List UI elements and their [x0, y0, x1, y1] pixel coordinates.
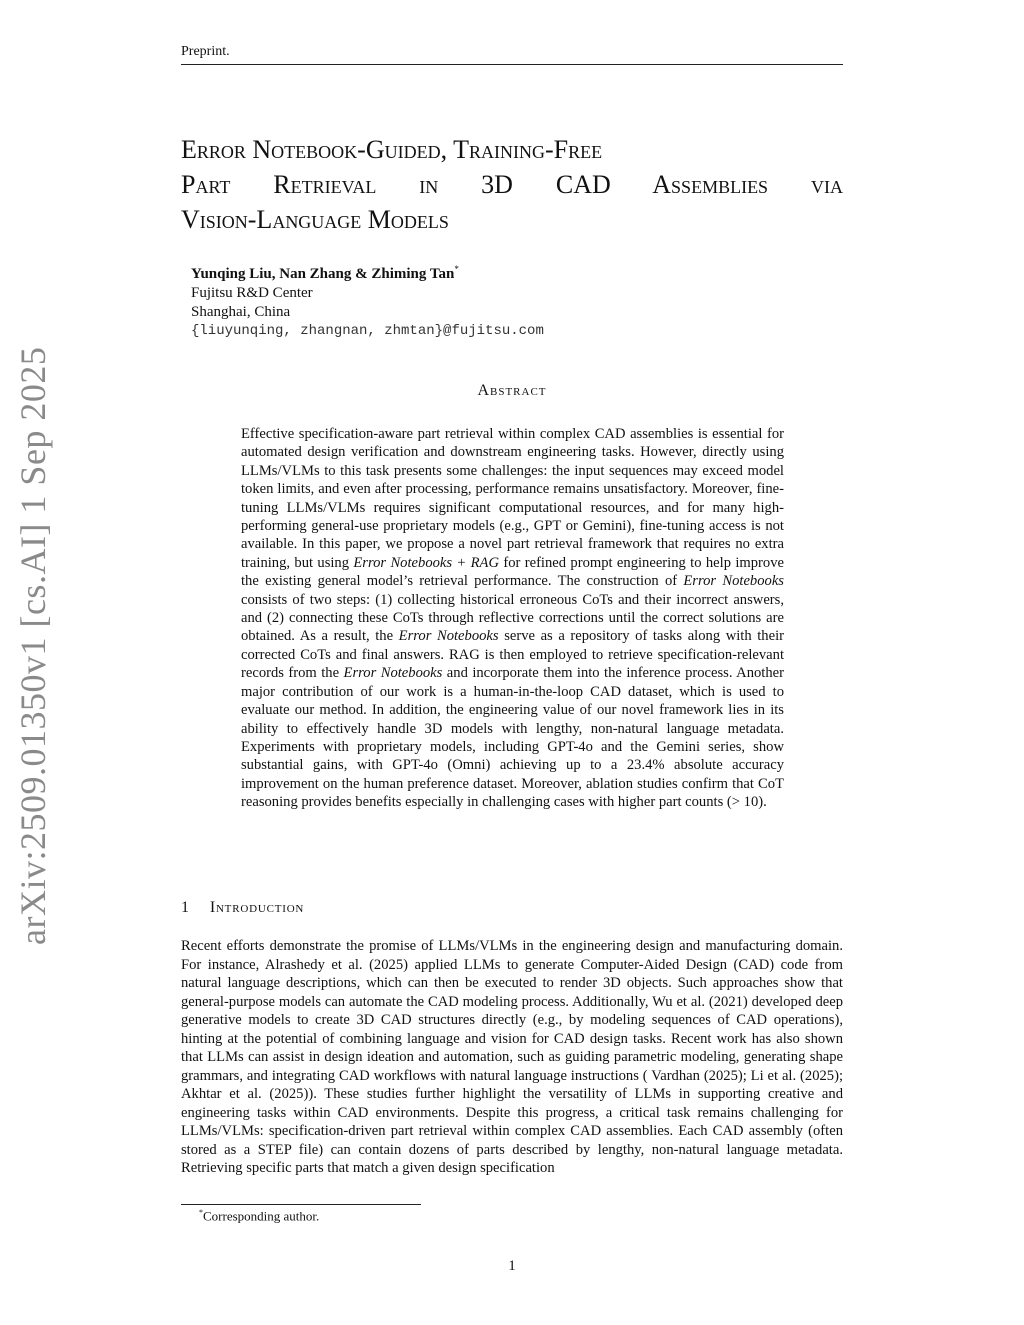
author-emails[interactable]: {liuyunqing, zhangnan, zhmtan}@fujitsu.com: [191, 323, 544, 339]
title-line-1: Error Notebook-Guided, Training-Free: [181, 135, 603, 164]
page-number: 1: [508, 1258, 516, 1274]
footnote-text: Corresponding author.: [203, 1208, 320, 1224]
title-line-3: Vision-Language Models: [181, 205, 449, 234]
abstract-emphasis: Error Notebooks: [398, 628, 499, 645]
running-header: Preprint.: [181, 44, 843, 65]
author-block: [191, 260, 544, 341]
author-names: Yunqing Liu, Nan Zhang & Zhiming Tan: [191, 266, 455, 282]
footnote-rule: [181, 1204, 421, 1205]
abstract-emphasis: Error Notebooks + RAG: [353, 554, 499, 571]
abstract-emphasis: Error Notebooks: [683, 573, 784, 590]
arxiv-stamp[interactable]: arXiv:2509.01350v1 [cs.AI] 1 Sep 2025: [13, 346, 53, 945]
abstract-text: Effective specification-aware part retrieval within complex CAD assemblies is essential for automated design verification and downstream engineering tasks. However, directly using LLMs/VLMs to this task presents some challenges: the input sequences may exceed model token limits, and even after processing, performance remains unsatisfactory. Moreover, fine-tuning LLMs/VLMs requires significant computational resources, and for many high-performing general-use proprietary models (e.g., GPT or Gemini), fine-tuning access is not available. In this paper, we propose a novel part retrieval framework that requires no extra training, but using Error Notebooks + RAG for refined prompt engineering to help improve the existing general model’s retrieval performance. The construction of Error Notebooks consists of two steps: (1) collecting historical erroneous CoTs and their incorrect answers, and (2) connecting these CoTs through reflective corrections until the correct solutions are obtained. As a result, the Error Notebooks serve as a repository of tasks along with their corrected CoTs and final answers. RAG is then employed to retrieve specification-relevant records from the Error Notebooks and incorporate them into the inference process. Another major contribution of our work is a human-in-the-loop CAD dataset, which is used to evaluate our method. In addition, the engineering value of our novel framework lies in its ability to effectively handle 3D models with lengthy, non-natural language metadata. Experiments with proprietary models, including GPT-4o and the Gemini series, show substantial gains, with GPT-4o (Omni) achieving up to a 23.4% absolute accuracy improvement on the human preference dataset. Moreover, ablation studies confirm that CoT reasoning provides benefits especially in challenging cases with higher part counts (> 10).: [241, 426, 784, 811]
section-heading-introduction: [181, 899, 304, 917]
title-line-2: Part Retrieval in 3D CAD Assemblies via: [181, 170, 843, 199]
affiliation: Fujitsu R&D Center: [191, 285, 313, 301]
abstract-emphasis: Error Notebooks: [343, 665, 443, 682]
section-title: Introduction: [209, 899, 305, 916]
location: Shanghai, China: [191, 304, 291, 320]
corresponding-mark: *: [454, 264, 459, 274]
section-number: 1: [181, 899, 190, 916]
abstract-heading: Abstract: [477, 382, 547, 399]
footnote: [199, 1208, 319, 1224]
introduction-text: Recent efforts demonstrate the promise of LLMs/VLMs in the engineering design and manufacturing domain. For instance, Alrashedy et al. (2025) applied LLMs to generate Computer-Aided Design (CAD) code from natural language descriptions, which can then be executed to render 3D objects. Such approaches show that general-purpose models can automate the CAD modeling process. Additionally, Wu et al. (2021) developed deep generative models to create 3D CAD structures directly (e.g., by modeling sequences of CAD operations), hinting at the potential of combining language and vision for CAD design tasks. Recent work has also shown that LLMs can assist in design ideation and automation, such as guiding parametric modeling, generating shape grammars, and integrating CAD workflows with natural language instructions ( Vardhan (2025); Li et al. (2025); Akhtar et al. (2025)). These studies further highlight the versatility of LLMs in supporting creative and engineering tasks within CAD environments. Despite this progress, a critical task remains challenging for LLMs/VLMs: specification-driven part retrieval within complex CAD assemblies. Each CAD assembly (often stored as a STEP file) can contain dozens of parts described by lengthy, non-natural language metadata. Retrieving specific parts that match a given design specification: [181, 938, 843, 1176]
footnote-mark: *: [199, 1208, 203, 1217]
paper-title: [181, 132, 843, 237]
